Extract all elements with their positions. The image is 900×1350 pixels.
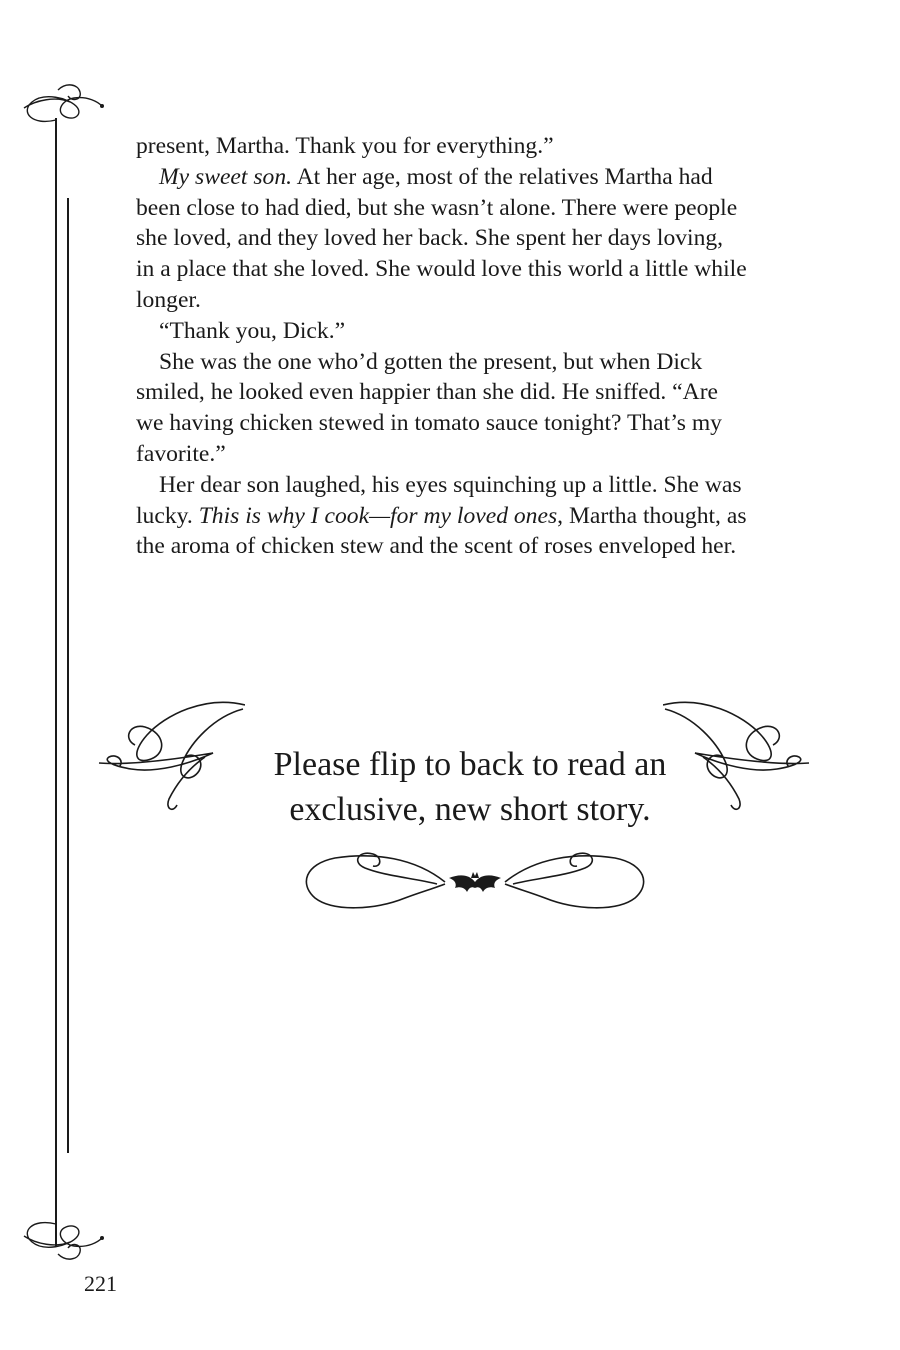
bat-divider [295, 848, 655, 918]
text-line: in a place that she loved. She would love this world a little while [136, 256, 747, 283]
corner-flourish-icon [18, 78, 108, 128]
text-line: been close to had died, but she wasn’t alone. There were people [136, 194, 738, 221]
italic-phrase: This is why I cook—for my loved ones [198, 502, 558, 529]
text-line: present, Martha. Thank you for everything.” [136, 133, 554, 159]
text-line: the aroma of chicken stew and the scent of roses enveloped her. [136, 533, 737, 560]
italic-phrase: My sweet son. [159, 163, 293, 190]
text-line: she loved, and they loved her back. She spent her days loving, [136, 225, 724, 252]
page-number: 221 [84, 1271, 117, 1296]
left-border-rule [55, 118, 57, 1246]
text-line: She was the one who’d gotten the present, but when Dick [159, 348, 703, 375]
text-line: we having chicken stewed in tomato sauce tonight? That’s my [136, 410, 722, 437]
text-line: “Thank you, Dick.” [159, 317, 346, 344]
text-line: Her dear son laughed, his eyes squinching up a little. She was [159, 471, 742, 498]
text-line: smiled, he looked even happier than she did. He sniffed. “Are [136, 379, 719, 406]
bat-icon [449, 872, 501, 892]
story-text [136, 131, 816, 562]
text-line: longer. [136, 286, 201, 313]
back-story-notice [200, 742, 740, 832]
text-line: My sweet son. At her age, most of the relatives Martha had [159, 163, 713, 190]
text-line: lucky. This is why I cook—for my loved ones, Martha thought, as [136, 502, 747, 529]
text-line: favorite.” [136, 440, 226, 467]
left-border-inner-rule [67, 198, 69, 1153]
corner-flourish-icon [18, 1216, 108, 1266]
notice-line-1: Please flip to back to read an [273, 746, 667, 783]
notice-line-2: exclusive, new short story. [289, 791, 651, 828]
